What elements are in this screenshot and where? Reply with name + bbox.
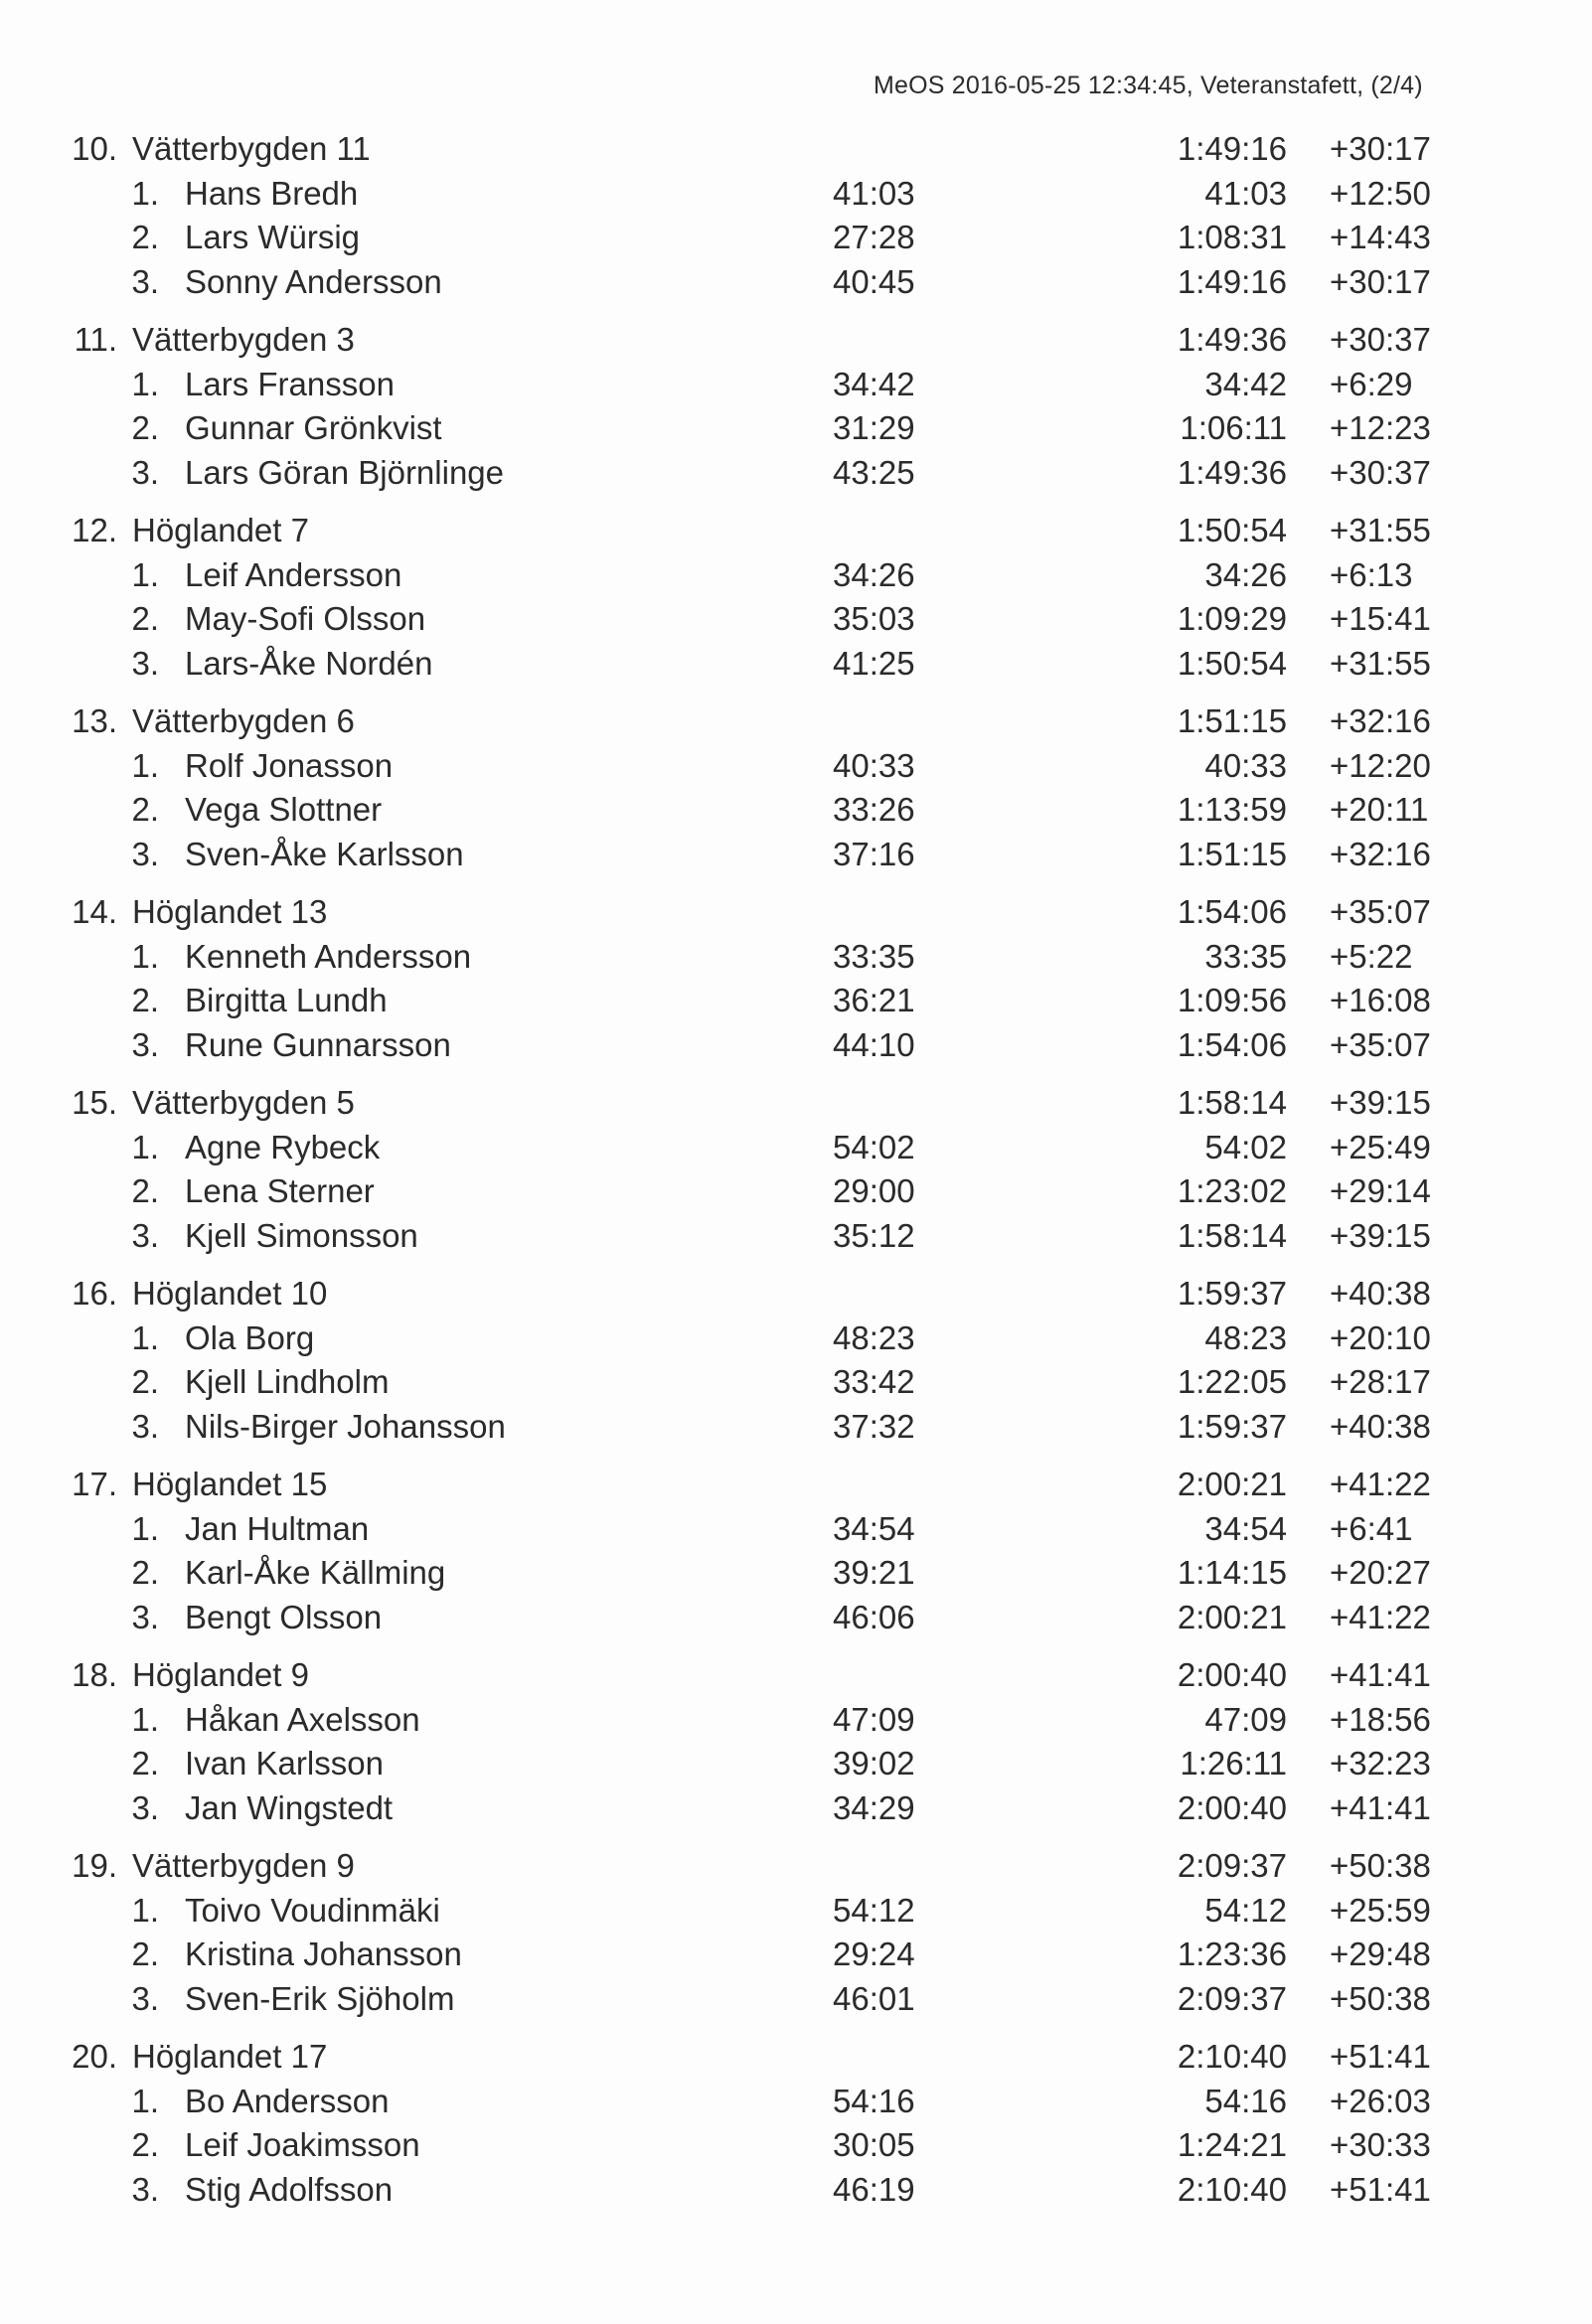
runner-total-time: 2:00:21 — [1177, 1598, 1287, 1635]
team-name: Höglandet 9 — [132, 1656, 309, 1693]
runner-leg-time: 46:01 — [833, 1979, 915, 2017]
runner-time-behind: +39:15 — [1330, 1216, 1431, 1254]
runner-leg-number: 3. — [131, 262, 159, 300]
team-name: Höglandet 17 — [132, 2038, 328, 2075]
runner-total-time: 1:22:05 — [1177, 1363, 1287, 1400]
runner-leg-time: 36:21 — [833, 982, 915, 1018]
team-block — [0, 127, 1592, 304]
team-time-behind: +41:22 — [1330, 1466, 1431, 1502]
runner-leg-time: 41:03 — [833, 174, 915, 212]
team-time-behind: +40:38 — [1330, 1275, 1431, 1312]
team-total-time: 2:10:40 — [1177, 2038, 1287, 2075]
runner-leg-number: 2. — [131, 982, 159, 1018]
runner-time-behind: +6:41 — [1330, 1509, 1413, 1547]
runner-leg-number: 1. — [131, 937, 159, 975]
team-name: Vätterbygden 3 — [132, 321, 355, 358]
runner-leg-time: 54:16 — [833, 2082, 915, 2119]
runner-total-time: 2:10:40 — [1177, 2170, 1287, 2208]
runner-name: Sven-Erik Sjöholm — [185, 1979, 455, 2017]
runner-row — [0, 1596, 1592, 1640]
runner-leg-number: 2. — [131, 1554, 159, 1591]
team-total-time: 2:09:37 — [1177, 1847, 1287, 1884]
runner-time-behind: +25:49 — [1330, 1128, 1431, 1165]
runner-leg-time: 44:10 — [833, 1025, 915, 1063]
team-place: 19. — [72, 1847, 117, 1884]
team-row — [0, 1081, 1592, 1126]
runner-row — [0, 744, 1592, 789]
runner-name: Leif Andersson — [185, 555, 402, 593]
runner-name: Lars Würsig — [185, 219, 361, 255]
team-block — [0, 699, 1592, 876]
team-time-behind: +35:07 — [1330, 893, 1431, 930]
runner-row — [0, 1933, 1592, 1977]
runner-name: Toivo Voudinmäki — [185, 1891, 440, 1929]
runner-time-behind: +29:14 — [1330, 1172, 1431, 1209]
runner-leg-number: 3. — [131, 2170, 159, 2208]
runner-leg-number: 2. — [131, 2126, 159, 2163]
team-time-behind: +39:15 — [1330, 1084, 1431, 1121]
runner-leg-time: 33:42 — [833, 1363, 915, 1400]
runner-name: Bo Andersson — [185, 2082, 390, 2119]
runner-total-time: 1:14:15 — [1177, 1554, 1287, 1591]
runner-total-time: 34:42 — [1204, 365, 1287, 402]
runner-total-time: 1:59:37 — [1177, 1407, 1287, 1445]
team-total-time: 1:54:06 — [1177, 893, 1287, 930]
runner-leg-time: 37:32 — [833, 1407, 915, 1445]
runner-leg-time: 43:25 — [833, 453, 915, 491]
runner-leg-time: 31:29 — [833, 409, 915, 446]
runner-total-time: 1:08:31 — [1177, 219, 1287, 255]
runner-row — [0, 788, 1592, 833]
runner-total-time: 1:23:36 — [1177, 1936, 1287, 1972]
runner-leg-time: 34:54 — [833, 1509, 915, 1547]
runner-leg-number: 3. — [131, 1216, 159, 1254]
team-place: 14. — [72, 893, 117, 930]
runner-time-behind: +5:22 — [1330, 937, 1413, 975]
runner-name: Sonny Andersson — [185, 262, 442, 300]
runner-leg-number: 2. — [131, 219, 159, 255]
runner-name: Kristina Johansson — [185, 1936, 462, 1972]
team-total-time: 2:00:21 — [1177, 1466, 1287, 1502]
runner-time-behind: +18:56 — [1330, 1700, 1431, 1738]
runner-time-behind: +16:08 — [1330, 982, 1431, 1018]
team-total-time: 1:49:36 — [1177, 321, 1287, 358]
runner-leg-time: 30:05 — [833, 2126, 915, 2163]
results-list — [0, 127, 1592, 2226]
runner-total-time: 1:50:54 — [1177, 644, 1287, 682]
runner-leg-time: 48:23 — [833, 1318, 915, 1356]
runner-total-time: 1:09:29 — [1177, 600, 1287, 637]
runner-name: Karl-Åke Källming — [185, 1554, 446, 1591]
runner-total-time: 1:51:15 — [1177, 835, 1287, 872]
runner-time-behind: +20:11 — [1330, 791, 1429, 828]
runner-time-behind: +28:17 — [1330, 1363, 1431, 1400]
runner-row — [0, 1698, 1592, 1743]
runner-name: Ola Borg — [185, 1318, 315, 1356]
runner-row — [0, 363, 1592, 407]
runner-name: Kjell Simonsson — [185, 1216, 418, 1254]
runner-name: Lars-Åke Nordén — [185, 644, 433, 682]
runner-time-behind: +32:16 — [1330, 835, 1431, 872]
runner-leg-number: 2. — [131, 791, 159, 828]
runner-row — [0, 1360, 1592, 1405]
runner-name: Kenneth Andersson — [185, 937, 472, 975]
runner-time-behind: +41:22 — [1330, 1598, 1431, 1635]
runner-name: Vega Slottner — [185, 791, 383, 828]
runner-row — [0, 1742, 1592, 1786]
runner-leg-number: 1. — [131, 365, 159, 402]
runner-leg-number: 3. — [131, 1598, 159, 1635]
runner-leg-time: 35:03 — [833, 600, 915, 637]
runner-name: Nils-Birger Johansson — [185, 1407, 506, 1445]
runner-leg-number: 3. — [131, 1407, 159, 1445]
team-block — [0, 890, 1592, 1067]
team-time-behind: +41:41 — [1330, 1656, 1431, 1693]
team-block — [0, 318, 1592, 495]
runner-row — [0, 553, 1592, 598]
runner-row — [0, 1169, 1592, 1214]
team-block — [0, 509, 1592, 686]
runner-time-behind: +20:10 — [1330, 1318, 1431, 1356]
team-name: Vätterbygden 9 — [132, 1847, 355, 1884]
runner-time-behind: +25:59 — [1330, 1891, 1431, 1929]
team-time-behind: +31:55 — [1330, 512, 1431, 548]
team-name: Vätterbygden 11 — [132, 130, 371, 167]
runner-leg-time: 40:45 — [833, 262, 915, 300]
runner-row — [0, 1889, 1592, 1934]
runner-time-behind: +50:38 — [1330, 1979, 1431, 2017]
runner-leg-number: 2. — [131, 1745, 159, 1782]
runner-row — [0, 1507, 1592, 1552]
runner-leg-number: 1. — [131, 1891, 159, 1929]
runner-leg-time: 34:42 — [833, 365, 915, 402]
team-row — [0, 509, 1592, 553]
runner-total-time: 1:24:21 — [1177, 2126, 1287, 2163]
runner-leg-number: 1. — [131, 1700, 159, 1738]
runner-leg-time: 54:02 — [833, 1128, 915, 1165]
runner-row — [0, 2168, 1592, 2213]
team-time-behind: +32:16 — [1330, 702, 1431, 739]
runner-leg-number: 1. — [131, 174, 159, 212]
runner-leg-time: 34:29 — [833, 1788, 915, 1826]
runner-leg-time: 39:02 — [833, 1745, 915, 1782]
runner-row — [0, 406, 1592, 451]
runner-row — [0, 2123, 1592, 2168]
runner-time-behind: +6:13 — [1330, 555, 1413, 593]
runner-total-time: 2:09:37 — [1177, 1979, 1287, 2017]
team-name: Höglandet 7 — [132, 512, 309, 548]
runner-name: Kjell Lindholm — [185, 1363, 390, 1400]
team-total-time: 2:00:40 — [1177, 1656, 1287, 1693]
team-time-behind: +50:38 — [1330, 1847, 1431, 1884]
team-place: 16. — [72, 1275, 117, 1312]
team-name: Höglandet 13 — [132, 893, 328, 930]
runner-total-time: 1:58:14 — [1177, 1216, 1287, 1254]
runner-row — [0, 1551, 1592, 1596]
team-place: 20. — [72, 2038, 117, 2075]
runner-row — [0, 935, 1592, 980]
runner-leg-time: 46:06 — [833, 1598, 915, 1635]
team-name: Höglandet 10 — [132, 1275, 328, 1312]
runner-time-behind: +30:33 — [1330, 2126, 1431, 2163]
team-row — [0, 2035, 1592, 2080]
runner-leg-number: 2. — [131, 409, 159, 446]
runner-leg-number: 2. — [131, 600, 159, 637]
runner-total-time: 54:16 — [1204, 2082, 1287, 2119]
runner-total-time: 2:00:40 — [1177, 1788, 1287, 1826]
runner-time-behind: +29:48 — [1330, 1936, 1431, 1972]
team-total-time: 1:50:54 — [1177, 512, 1287, 548]
runner-row — [0, 260, 1592, 305]
team-block — [0, 1272, 1592, 1449]
runner-name: Hans Bredh — [185, 174, 359, 212]
team-total-time: 1:59:37 — [1177, 1275, 1287, 1312]
runner-leg-number: 2. — [131, 1936, 159, 1972]
team-time-behind: +30:17 — [1330, 130, 1431, 167]
team-total-time: 1:58:14 — [1177, 1084, 1287, 1121]
runner-leg-time: 27:28 — [833, 219, 915, 255]
runner-name: Rolf Jonasson — [185, 746, 394, 784]
runner-time-behind: +30:37 — [1330, 453, 1431, 491]
runner-total-time: 47:09 — [1204, 1700, 1287, 1738]
runner-leg-number: 3. — [131, 1979, 159, 2017]
runner-leg-time: 40:33 — [833, 746, 915, 784]
runner-row — [0, 1214, 1592, 1259]
team-block — [0, 1844, 1592, 2021]
runner-total-time: 1:13:59 — [1177, 791, 1287, 828]
runner-name: Ivan Karlsson — [185, 1745, 384, 1782]
runner-leg-time: 39:21 — [833, 1554, 915, 1591]
runner-total-time: 1:49:16 — [1177, 262, 1287, 300]
runner-leg-number: 3. — [131, 1788, 159, 1826]
runner-leg-number: 2. — [131, 1172, 159, 1209]
runner-row — [0, 1317, 1592, 1361]
runner-name: Agne Rybeck — [185, 1128, 381, 1165]
runner-row — [0, 1405, 1592, 1450]
team-name: Höglandet 15 — [132, 1466, 328, 1502]
runner-row — [0, 597, 1592, 642]
runner-row — [0, 833, 1592, 877]
runner-row — [0, 1126, 1592, 1170]
runner-total-time: 48:23 — [1204, 1318, 1287, 1356]
team-row — [0, 1653, 1592, 1698]
runner-leg-time: 33:26 — [833, 791, 915, 828]
runner-row — [0, 979, 1592, 1023]
runner-leg-time: 33:35 — [833, 937, 915, 975]
runner-total-time: 1:06:11 — [1180, 409, 1287, 446]
team-time-behind: +30:37 — [1330, 321, 1431, 358]
team-place: 18. — [72, 1656, 117, 1693]
runner-row — [0, 642, 1592, 687]
runner-name: Rune Gunnarsson — [185, 1025, 451, 1063]
runner-leg-time: 46:19 — [833, 2170, 915, 2208]
team-place: 10. — [72, 130, 117, 167]
runner-name: Jan Wingstedt — [185, 1788, 394, 1826]
runner-total-time: 34:26 — [1204, 555, 1287, 593]
team-name: Vätterbygden 5 — [132, 1084, 355, 1121]
runner-time-behind: +35:07 — [1330, 1025, 1431, 1063]
team-row — [0, 699, 1592, 744]
runner-total-time: 34:54 — [1204, 1509, 1287, 1547]
runner-name: Håkan Axelsson — [185, 1700, 420, 1738]
runner-total-time: 1:23:02 — [1177, 1172, 1287, 1209]
runner-total-time: 40:33 — [1204, 746, 1287, 784]
runner-name: Stig Adolfsson — [185, 2170, 394, 2208]
runner-name: Leif Joakimsson — [185, 2126, 420, 2163]
runner-leg-time: 37:16 — [833, 835, 915, 872]
team-row — [0, 1844, 1592, 1889]
team-row — [0, 1272, 1592, 1317]
runner-name: Lars Göran Björnlinge — [185, 453, 505, 491]
runner-leg-time: 47:09 — [833, 1700, 915, 1738]
runner-total-time: 1:54:06 — [1177, 1025, 1287, 1063]
runner-row — [0, 216, 1592, 260]
runner-time-behind: +26:03 — [1330, 2082, 1431, 2119]
runner-time-behind: +51:41 — [1330, 2170, 1431, 2208]
runner-leg-time: 34:26 — [833, 555, 915, 593]
runner-leg-number: 3. — [131, 1025, 159, 1063]
runner-time-behind: +31:55 — [1330, 644, 1431, 682]
runner-total-time: 54:02 — [1204, 1128, 1287, 1165]
runner-total-time: 41:03 — [1204, 174, 1287, 212]
runner-total-time: 1:49:36 — [1177, 453, 1287, 491]
runner-name: Jan Hultman — [185, 1509, 370, 1547]
team-place: 15. — [72, 1084, 117, 1121]
runner-total-time: 54:12 — [1204, 1891, 1287, 1929]
team-place: 13. — [72, 702, 117, 739]
runner-leg-number: 1. — [131, 1318, 159, 1356]
runner-leg-number: 3. — [131, 453, 159, 491]
team-place: 11. — [74, 321, 117, 358]
runner-total-time: 1:26:11 — [1180, 1745, 1287, 1782]
runner-leg-time: 35:12 — [833, 1216, 915, 1254]
runner-time-behind: +32:23 — [1330, 1745, 1431, 1782]
team-name: Vätterbygden 6 — [132, 702, 355, 739]
runner-time-behind: +14:43 — [1330, 219, 1431, 255]
runner-leg-number: 3. — [131, 644, 159, 682]
runner-leg-number: 1. — [131, 1509, 159, 1547]
runner-leg-time: 54:12 — [833, 1891, 915, 1929]
runner-total-time: 33:35 — [1204, 937, 1287, 975]
runner-time-behind: +12:50 — [1330, 174, 1431, 212]
team-row — [0, 890, 1592, 935]
runner-leg-number: 1. — [131, 746, 159, 784]
team-block — [0, 1653, 1592, 1830]
runner-leg-time: 29:24 — [833, 1936, 915, 1972]
runner-time-behind: +30:17 — [1330, 262, 1431, 300]
runner-leg-number: 1. — [131, 555, 159, 593]
runner-row — [0, 1023, 1592, 1068]
team-block — [0, 2035, 1592, 2212]
runner-name: Lena Sterner — [185, 1172, 375, 1209]
runner-leg-number: 3. — [131, 835, 159, 872]
team-place: 12. — [72, 512, 117, 548]
team-total-time: 1:49:16 — [1177, 130, 1287, 167]
page-header: MeOS 2016-05-25 12:34:45, Veteranstafett, (2/4) — [874, 72, 1423, 99]
team-block — [0, 1463, 1592, 1639]
runner-name: Sven-Åke Karlsson — [185, 835, 464, 872]
runner-leg-time: 29:00 — [833, 1172, 915, 1209]
runner-leg-number: 1. — [131, 2082, 159, 2119]
runner-leg-time: 41:25 — [833, 644, 915, 682]
runner-name: Lars Fransson — [185, 365, 395, 402]
runner-time-behind: +6:29 — [1330, 365, 1413, 402]
runner-time-behind: +20:27 — [1330, 1554, 1431, 1591]
team-row — [0, 1463, 1592, 1507]
runner-time-behind: +15:41 — [1330, 600, 1431, 637]
runner-time-behind: +40:38 — [1330, 1407, 1431, 1445]
runner-name: May-Sofi Olsson — [185, 600, 426, 637]
team-block — [0, 1081, 1592, 1258]
team-row — [0, 127, 1592, 172]
runner-name: Bengt Olsson — [185, 1598, 383, 1635]
team-row — [0, 318, 1592, 363]
runner-total-time: 1:09:56 — [1177, 982, 1287, 1018]
runner-row — [0, 2080, 1592, 2124]
team-time-behind: +51:41 — [1330, 2038, 1431, 2075]
team-total-time: 1:51:15 — [1177, 702, 1287, 739]
runner-name: Birgitta Lundh — [185, 982, 388, 1018]
runner-name: Gunnar Grönkvist — [185, 409, 442, 446]
runner-leg-number: 1. — [131, 1128, 159, 1165]
runner-time-behind: +41:41 — [1330, 1788, 1431, 1826]
runner-row — [0, 1977, 1592, 2022]
runner-row — [0, 172, 1592, 217]
runner-row — [0, 1786, 1592, 1831]
runner-time-behind: +12:23 — [1330, 409, 1431, 446]
runner-leg-number: 2. — [131, 1363, 159, 1400]
runner-time-behind: +12:20 — [1330, 746, 1431, 784]
team-place: 17. — [72, 1466, 117, 1502]
runner-row — [0, 451, 1592, 496]
